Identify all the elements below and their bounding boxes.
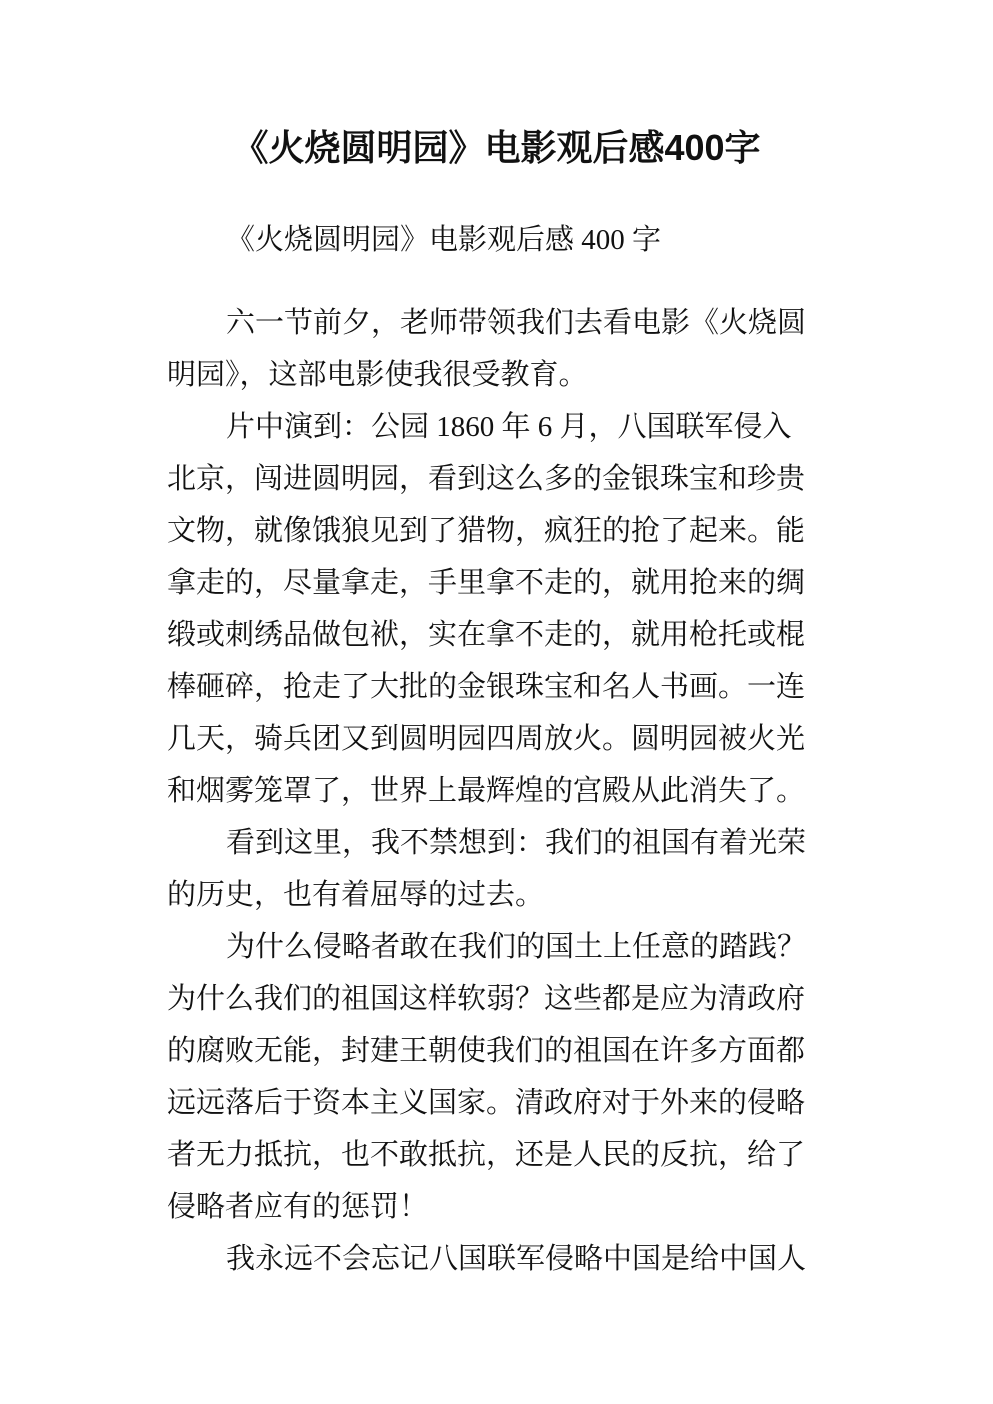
- text-line: 看到这里，我不禁想到：我们的祖国有着光荣: [226, 827, 807, 859]
- paragraph: [167, 921, 837, 1233]
- text-line: 者无力抵抗，也不敢抵抗，还是人民的反抗，给了: [167, 1139, 806, 1171]
- document-body: [167, 214, 837, 1285]
- text-line: 拿走的，尽量拿走，手里拿不走的，就用抢来的绸: [167, 567, 806, 599]
- document-title: 《火烧圆明园》电影观后感400字: [232, 127, 761, 168]
- text-line: 棒砸碎，抢走了大批的金银珠宝和名人书画。一连: [167, 671, 806, 703]
- text-line: 明园》，这部电影使我很受教育。: [167, 359, 588, 391]
- text-line: 远远落后于资本主义国家。清政府对于外来的侵略: [167, 1087, 806, 1119]
- text-line: 我永远不会忘记八国联军侵略中国是给中国人: [226, 1243, 807, 1275]
- text-line: 六一节前夕，老师带领我们去看电影《火烧圆: [226, 307, 807, 339]
- text-line: 北京，闯进圆明园，看到这么多的金银珠宝和珍贵: [167, 463, 806, 495]
- text-line: 缎或刺绣品做包袱，实在拿不走的，就用枪托或棍: [167, 619, 806, 651]
- paragraph: [167, 817, 837, 921]
- text-line: 为什么我们的祖国这样软弱？这些都是应为清政府: [167, 983, 806, 1015]
- paragraphs: [167, 297, 837, 1285]
- text-line: 文物，就像饿狼见到了猎物，疯狂的抢了起来。能: [167, 515, 806, 547]
- text-line: 的腐败无能，封建王朝使我们的祖国在许多方面都: [167, 1035, 806, 1067]
- paragraph: [167, 1233, 837, 1285]
- text-line: 的历史，也有着屈辱的过去。: [167, 879, 545, 911]
- text-line: 和烟雾笼罩了，世界上最辉煌的宫殿从此消失了。: [167, 775, 806, 807]
- text-line: 几天，骑兵团又到圆明园四周放火。圆明园被火光: [167, 723, 806, 755]
- document-subtitle: 《火烧圆明园》电影观后感 400 字: [226, 224, 662, 256]
- paragraph: [167, 297, 837, 401]
- text-line: 侵略者应有的惩罚！: [167, 1191, 429, 1223]
- text-line: 片中演到：公园 1860 年 6 月，八国联军侵入: [226, 411, 792, 443]
- text-line: 为什么侵略者敢在我们的国土上任意的踏践？: [226, 931, 807, 963]
- paragraph: [167, 401, 837, 817]
